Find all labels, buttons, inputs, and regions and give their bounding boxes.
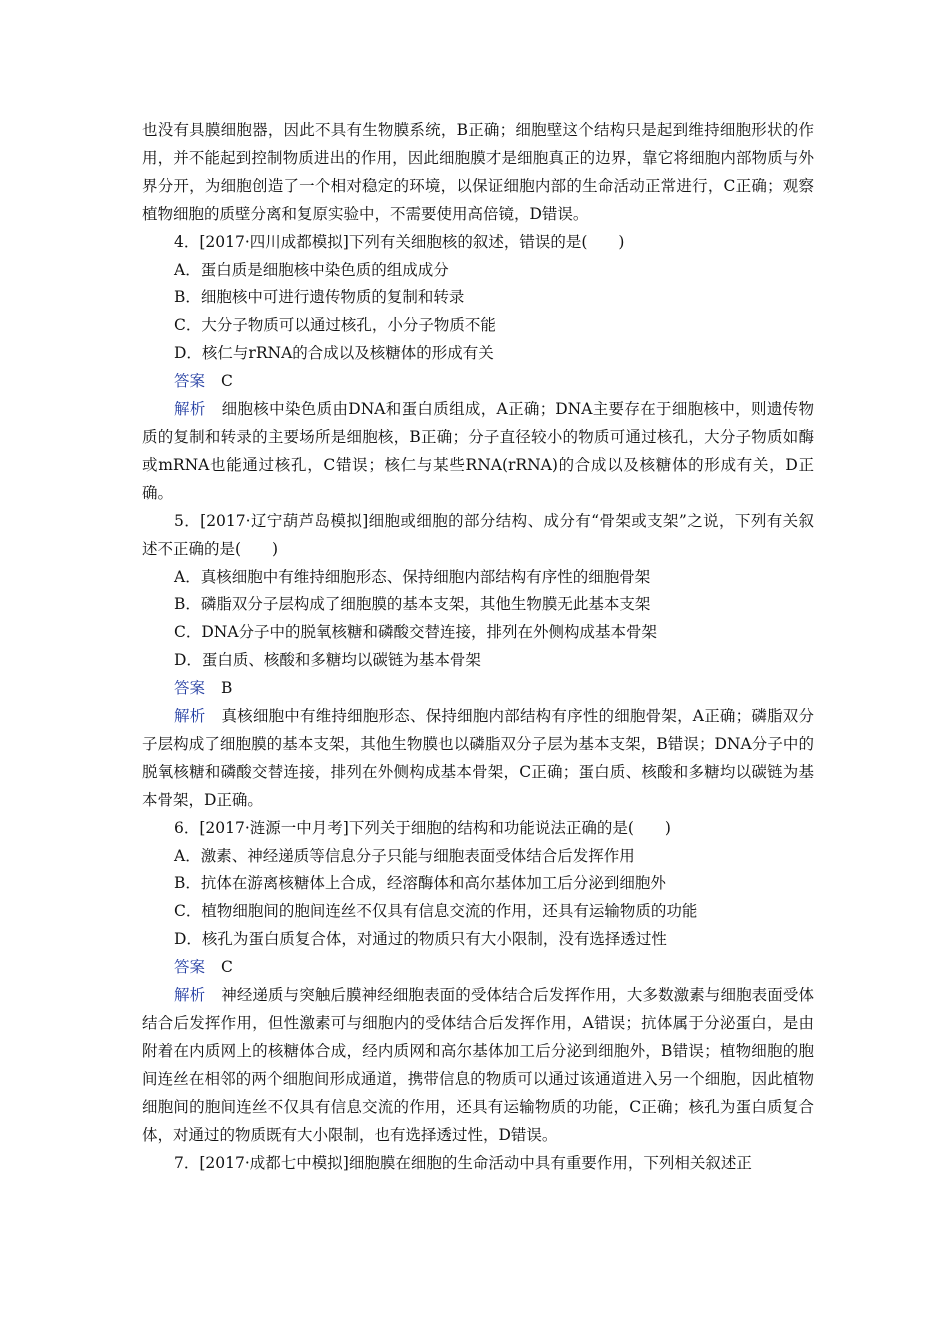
analysis-text: 细胞核中染色质由DNA和蛋白质组成，A正确；DNA主要存在于细胞核中，则遗传物质的复制和转录的主要场所是细胞核，B正确；分子直径较小的物质可通过核孔，大分子物质如酶或mRNA也能通过核孔，C错误；核仁与某些RNA(rRNA)的合成以及核糖体的形成有关，D正确。 — [142, 400, 814, 502]
question-4 — [142, 229, 814, 508]
answer-label: 答案 — [174, 679, 206, 698]
question-4-answer — [142, 368, 814, 396]
question-5-option-b: B．磷脂双分子层构成了细胞膜的基本支架，其他生物膜无此基本支架 — [174, 595, 651, 614]
question-5-option-a: A．真核细胞中有维持细胞形态、保持细胞内部结构有序性的细胞骨架 — [174, 567, 651, 586]
answer-label: 答案 — [174, 958, 206, 977]
answer-value: C — [221, 958, 233, 977]
analysis-label: 解析 — [174, 707, 206, 726]
question-6-answer — [142, 954, 814, 982]
question-5-option-c: C．DNA分子中的脱氧核糖和磷酸交替连接，排列在外侧构成基本骨架 — [174, 623, 658, 642]
analysis-label: 解析 — [174, 986, 206, 1005]
intro-paragraph: 也没有具膜细胞器，因此不具有生物膜系统，B正确；细胞壁这个结构只是起到维持细胞形状的作用，并不能起到控制物质进出的作用，因此细胞膜才是细胞真正的边界，靠它将细胞内部物质与外界分开，为细胞创造了一个相对稳定的环境，以保证细胞内部的生命活动正常进行，C正确；观察植物细胞的质壁分离和复原实验中，不需要使用高倍镜，D错误。 — [142, 121, 814, 223]
document-page — [142, 117, 814, 1177]
question-6-option-d: D．核孔为蛋白质复合体，对通过的物质只有大小限制，没有选择透过性 — [174, 930, 667, 949]
question-6-option-c: C．植物细胞间的胞间连丝不仅具有信息交流的作用，还具有运输物质的功能 — [174, 902, 698, 921]
answer-label: 答案 — [174, 372, 206, 391]
question-6-option-b: B．抗体在游离核糖体上合成，经溶酶体和高尔基体加工后分泌到细胞外 — [174, 874, 666, 893]
question-5 — [142, 508, 814, 815]
question-4-option-c: C．大分子物质可以通过核孔，小分子物质不能 — [174, 316, 496, 335]
question-4-option-d: D．核仁与rRNA的合成以及核糖体的形成有关 — [174, 344, 494, 363]
question-4-option-a: A．蛋白质是细胞核中染色质的组成成分 — [174, 260, 449, 279]
question-5-stem: 5．[2017·辽宁葫芦岛模拟]细胞或细胞的部分结构、成分有“骨架或支架”之说，下列有关叙述不正确的是( ) — [142, 511, 814, 558]
question-6-option-a: A．激素、神经递质等信息分子只能与细胞表面受体结合后发挥作用 — [174, 846, 635, 865]
answer-value: B — [221, 679, 233, 698]
question-4-option-b: B．细胞核中可进行遗传物质的复制和转录 — [174, 288, 465, 307]
analysis-text: 神经递质与突触后膜神经细胞表面的受体结合后发挥作用，大多数激素与细胞表面受体结合后发挥作用，但性激素可与细胞内的受体结合后发挥作用，A错误；抗体属于分泌蛋白，是由附着在内质网上的核糖体合成，经内质网和高尔基体加工后分泌到细胞外，B错误；植物细胞的胞间连丝在相邻的两个细胞间形成通道，携带信息的物质可以通过该通道进入另一个细胞，因此植物细胞间的胞间连丝不仅具有信息交流的作用，还具有运输物质的功能，C正确；核孔为蛋白质复合体，对通过的物质既有大小限制，也有选择透过性，D错误。 — [142, 986, 814, 1144]
question-5-analysis — [142, 703, 814, 815]
question-5-option-d: D．蛋白质、核酸和多糖均以碳链为基本骨架 — [174, 651, 481, 670]
analysis-label: 解析 — [174, 400, 206, 419]
question-5-answer — [142, 675, 814, 703]
analysis-text: 真核细胞中有维持细胞形态、保持细胞内部结构有序性的细胞骨架，A正确；磷脂双分子层构成了细胞膜的基本支架，其他生物膜也以磷脂双分子层为基本支架，B错误；DNA分子中的脱氧核糖和磷酸交替连接，排列在外侧构成基本骨架，C正确；蛋白质、核酸和多糖均以碳链为基本骨架，D正确。 — [142, 707, 814, 809]
question-4-analysis — [142, 396, 814, 508]
question-7-stem: 7．[2017·成都七中模拟]细胞膜在细胞的生命活动中具有重要作用，下列相关叙述正 — [174, 1153, 752, 1172]
question-6-analysis — [142, 982, 814, 1149]
question-4-stem: 4．[2017·四川成都模拟]下列有关细胞核的叙述，错误的是( ) — [174, 232, 625, 251]
question-6 — [142, 815, 814, 1150]
question-6-stem: 6．[2017·涟源一中月考]下列关于细胞的结构和功能说法正确的是( ) — [174, 818, 671, 837]
question-7 — [142, 1150, 814, 1178]
answer-value: C — [221, 372, 233, 391]
